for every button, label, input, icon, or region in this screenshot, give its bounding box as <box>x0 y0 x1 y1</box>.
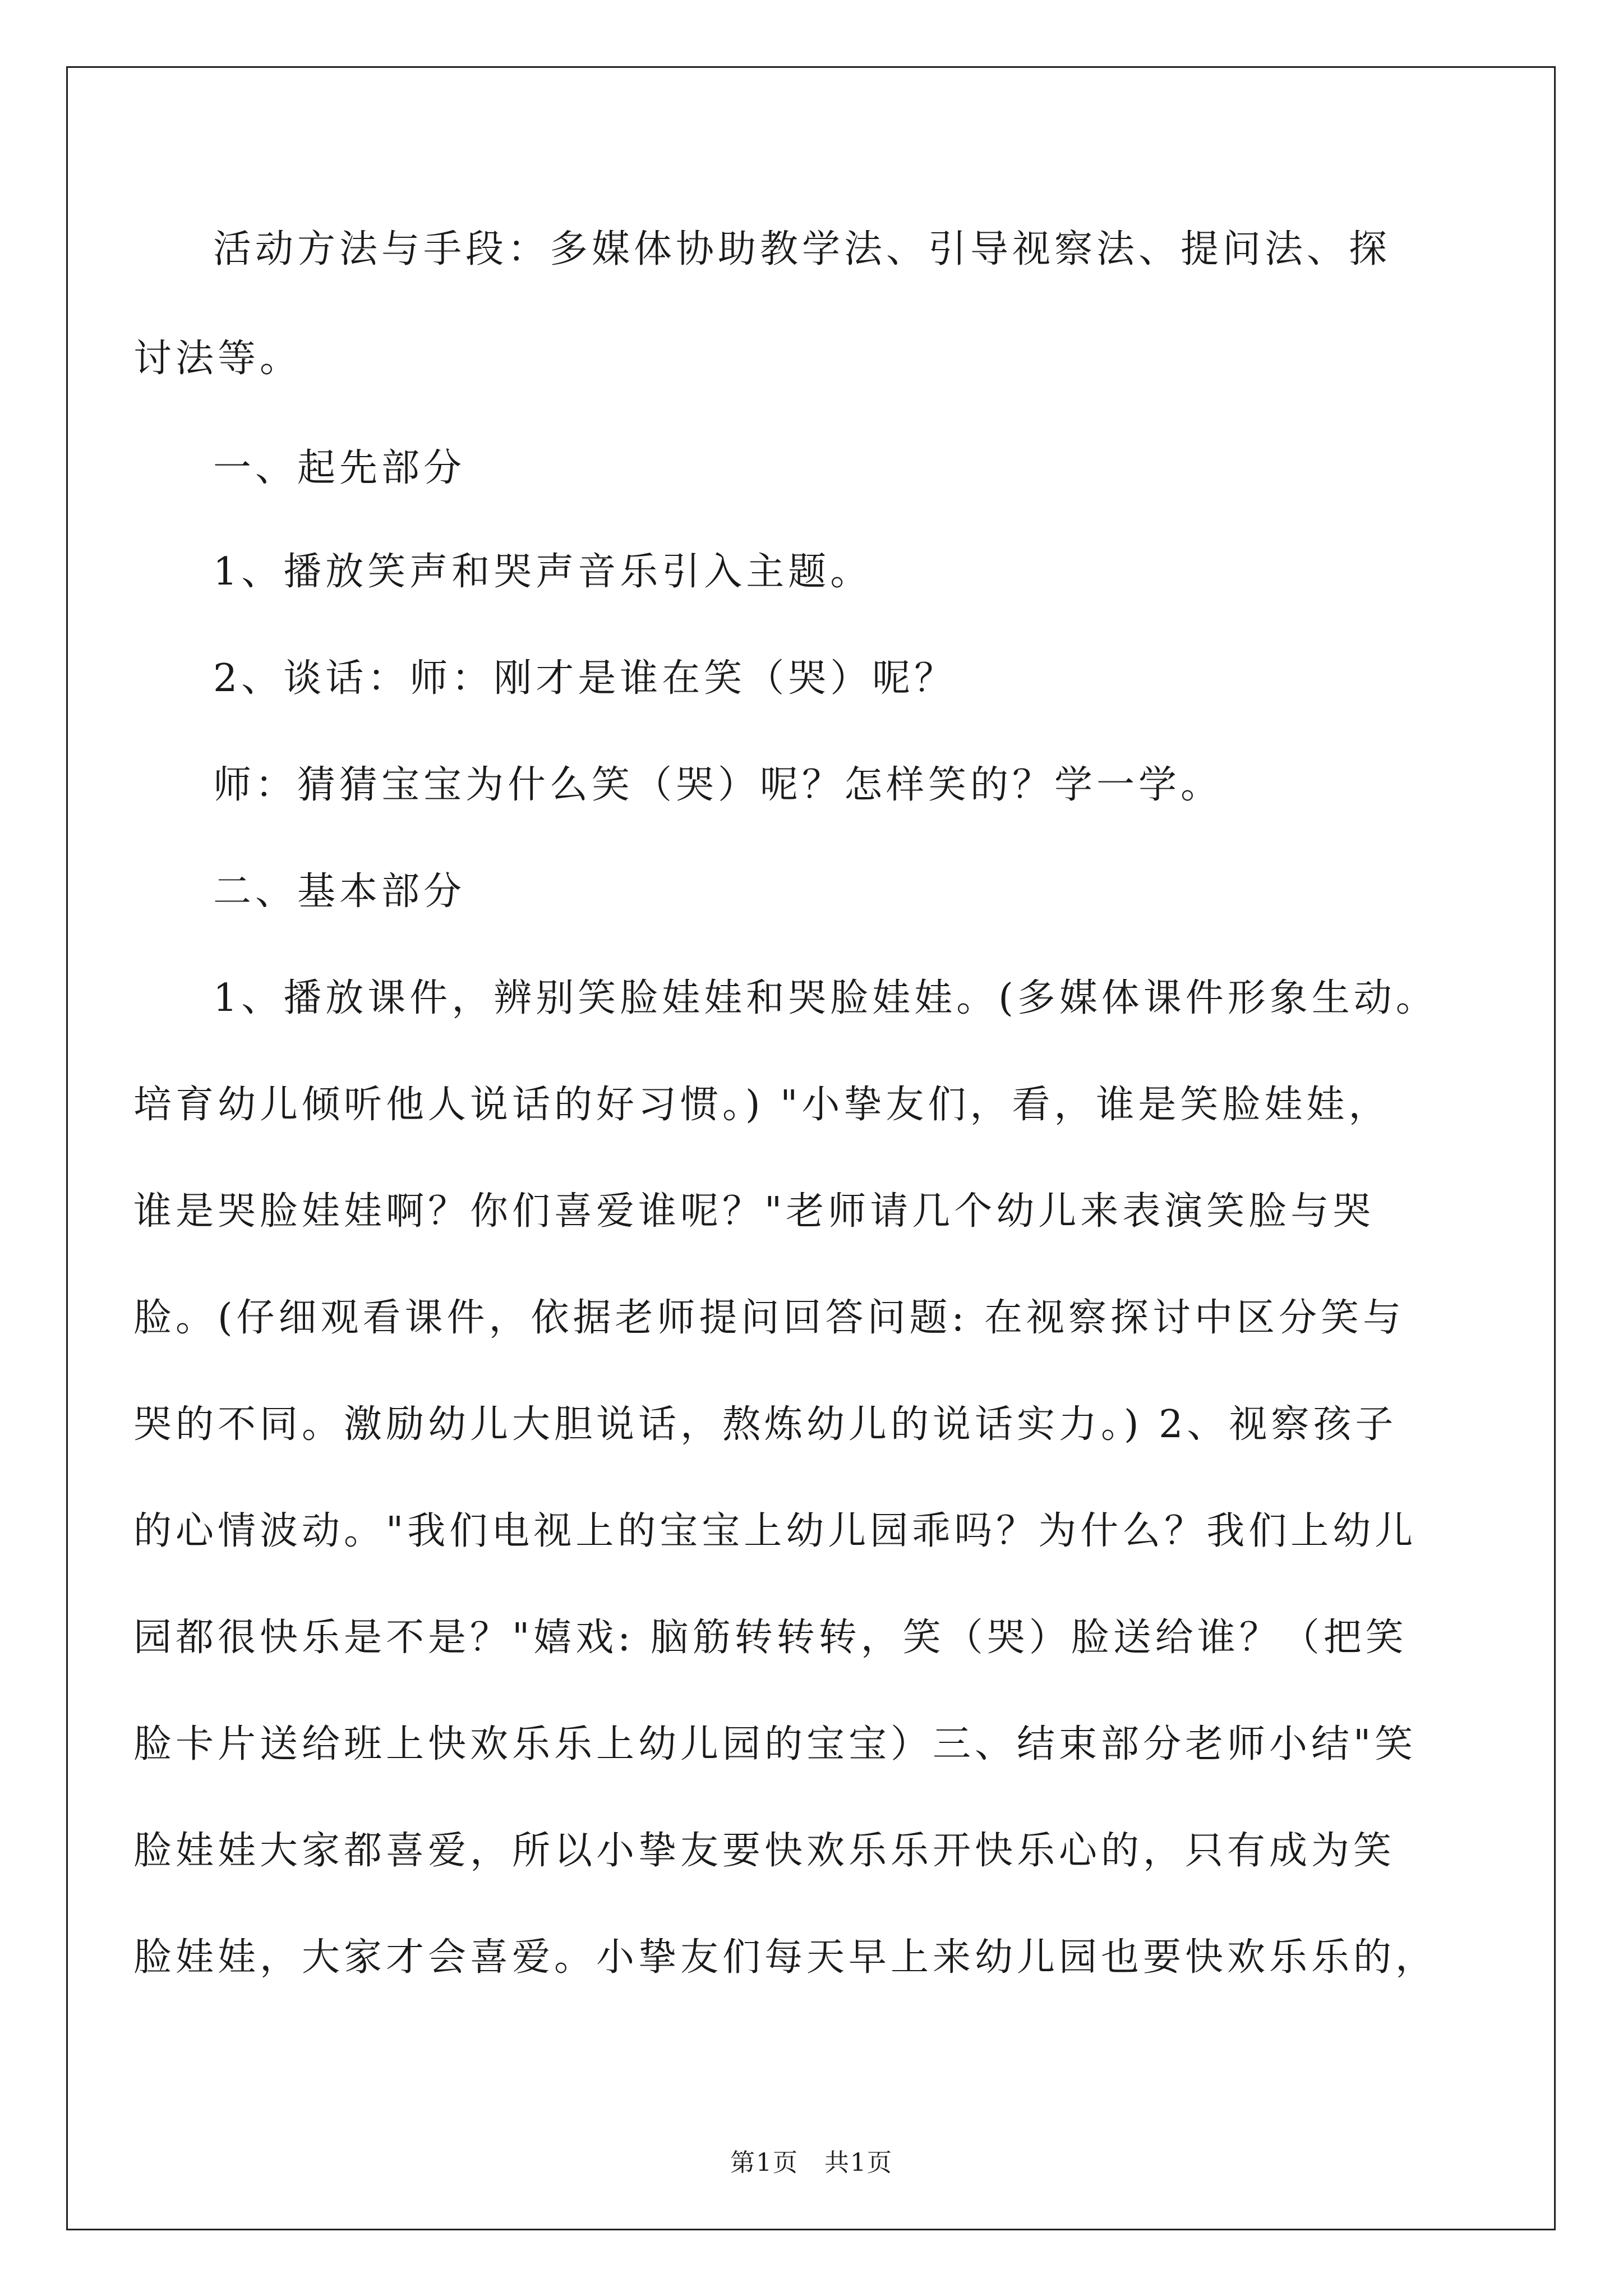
section-heading-start: 一、起先部分 <box>213 446 466 490</box>
page-border <box>66 66 1556 2230</box>
text-line-11: 脸。(仔细观看课件，依据老师提问回答问题: 在视察探讨中区分笑与 <box>133 1296 1405 1340</box>
text-line-12: 哭的不同。激励幼儿大胆说话，熬炼幼儿的说话实力。) 2、视察孩子 <box>133 1402 1398 1447</box>
text-line-6: 师：猜猜宝宝为什么笑（哭）呢？怎样笑的？学一学。 <box>213 763 1223 807</box>
text-line-16: 脸娃娃大家都喜爱，所以小挚友要快欢乐乐开快乐心的，只有成为笑 <box>133 1829 1396 1873</box>
text-line-10: 谁是哭脸娃娃啊？你们喜爱谁呢？"老师请几个幼儿来表演笑脸与哭 <box>133 1189 1375 1234</box>
text-line-1: 活动方法与手段：多媒体协助教学法、引导视察法、提问法、探 <box>213 227 1391 272</box>
text-line-15: 脸卡片送给班上快欢乐乐上幼儿园的宝宝）三、结束部分老师小结"笑 <box>133 1722 1417 1766</box>
text-line-17: 脸娃娃，大家才会喜爱。小挚友们每天早上来幼儿园也要快欢乐乐的， <box>133 1935 1438 1980</box>
text-line-2: 讨法等。 <box>133 337 302 381</box>
text-line-5: 2、谈话：师：刚才是谁在笑（哭）呢？ <box>213 656 957 701</box>
text-line-4: 1、播放笑声和哭声音乐引入主题。 <box>213 550 873 594</box>
text-line-13: 的心情波动。"我们电视上的宝宝上幼儿园乖吗？为什么？我们上幼儿 <box>133 1509 1417 1553</box>
text-line-14: 园都很快乐是不是？"嬉戏: 脑筋转转转，笑（哭）脸送给谁？（把笑 <box>133 1616 1408 1660</box>
text-line-9: 培育幼儿倾听他人说话的好习惯。) "小挚友们，看，谁是笑脸娃娃， <box>133 1083 1391 1127</box>
section-heading-basic: 二、基本部分 <box>213 869 466 914</box>
text-line-8: 1、播放课件，辨别笑脸娃娃和哭脸娃娃。(多媒体课件形象生动。 <box>213 976 1438 1020</box>
page-footer: 第1页 共1页 <box>730 2148 893 2177</box>
